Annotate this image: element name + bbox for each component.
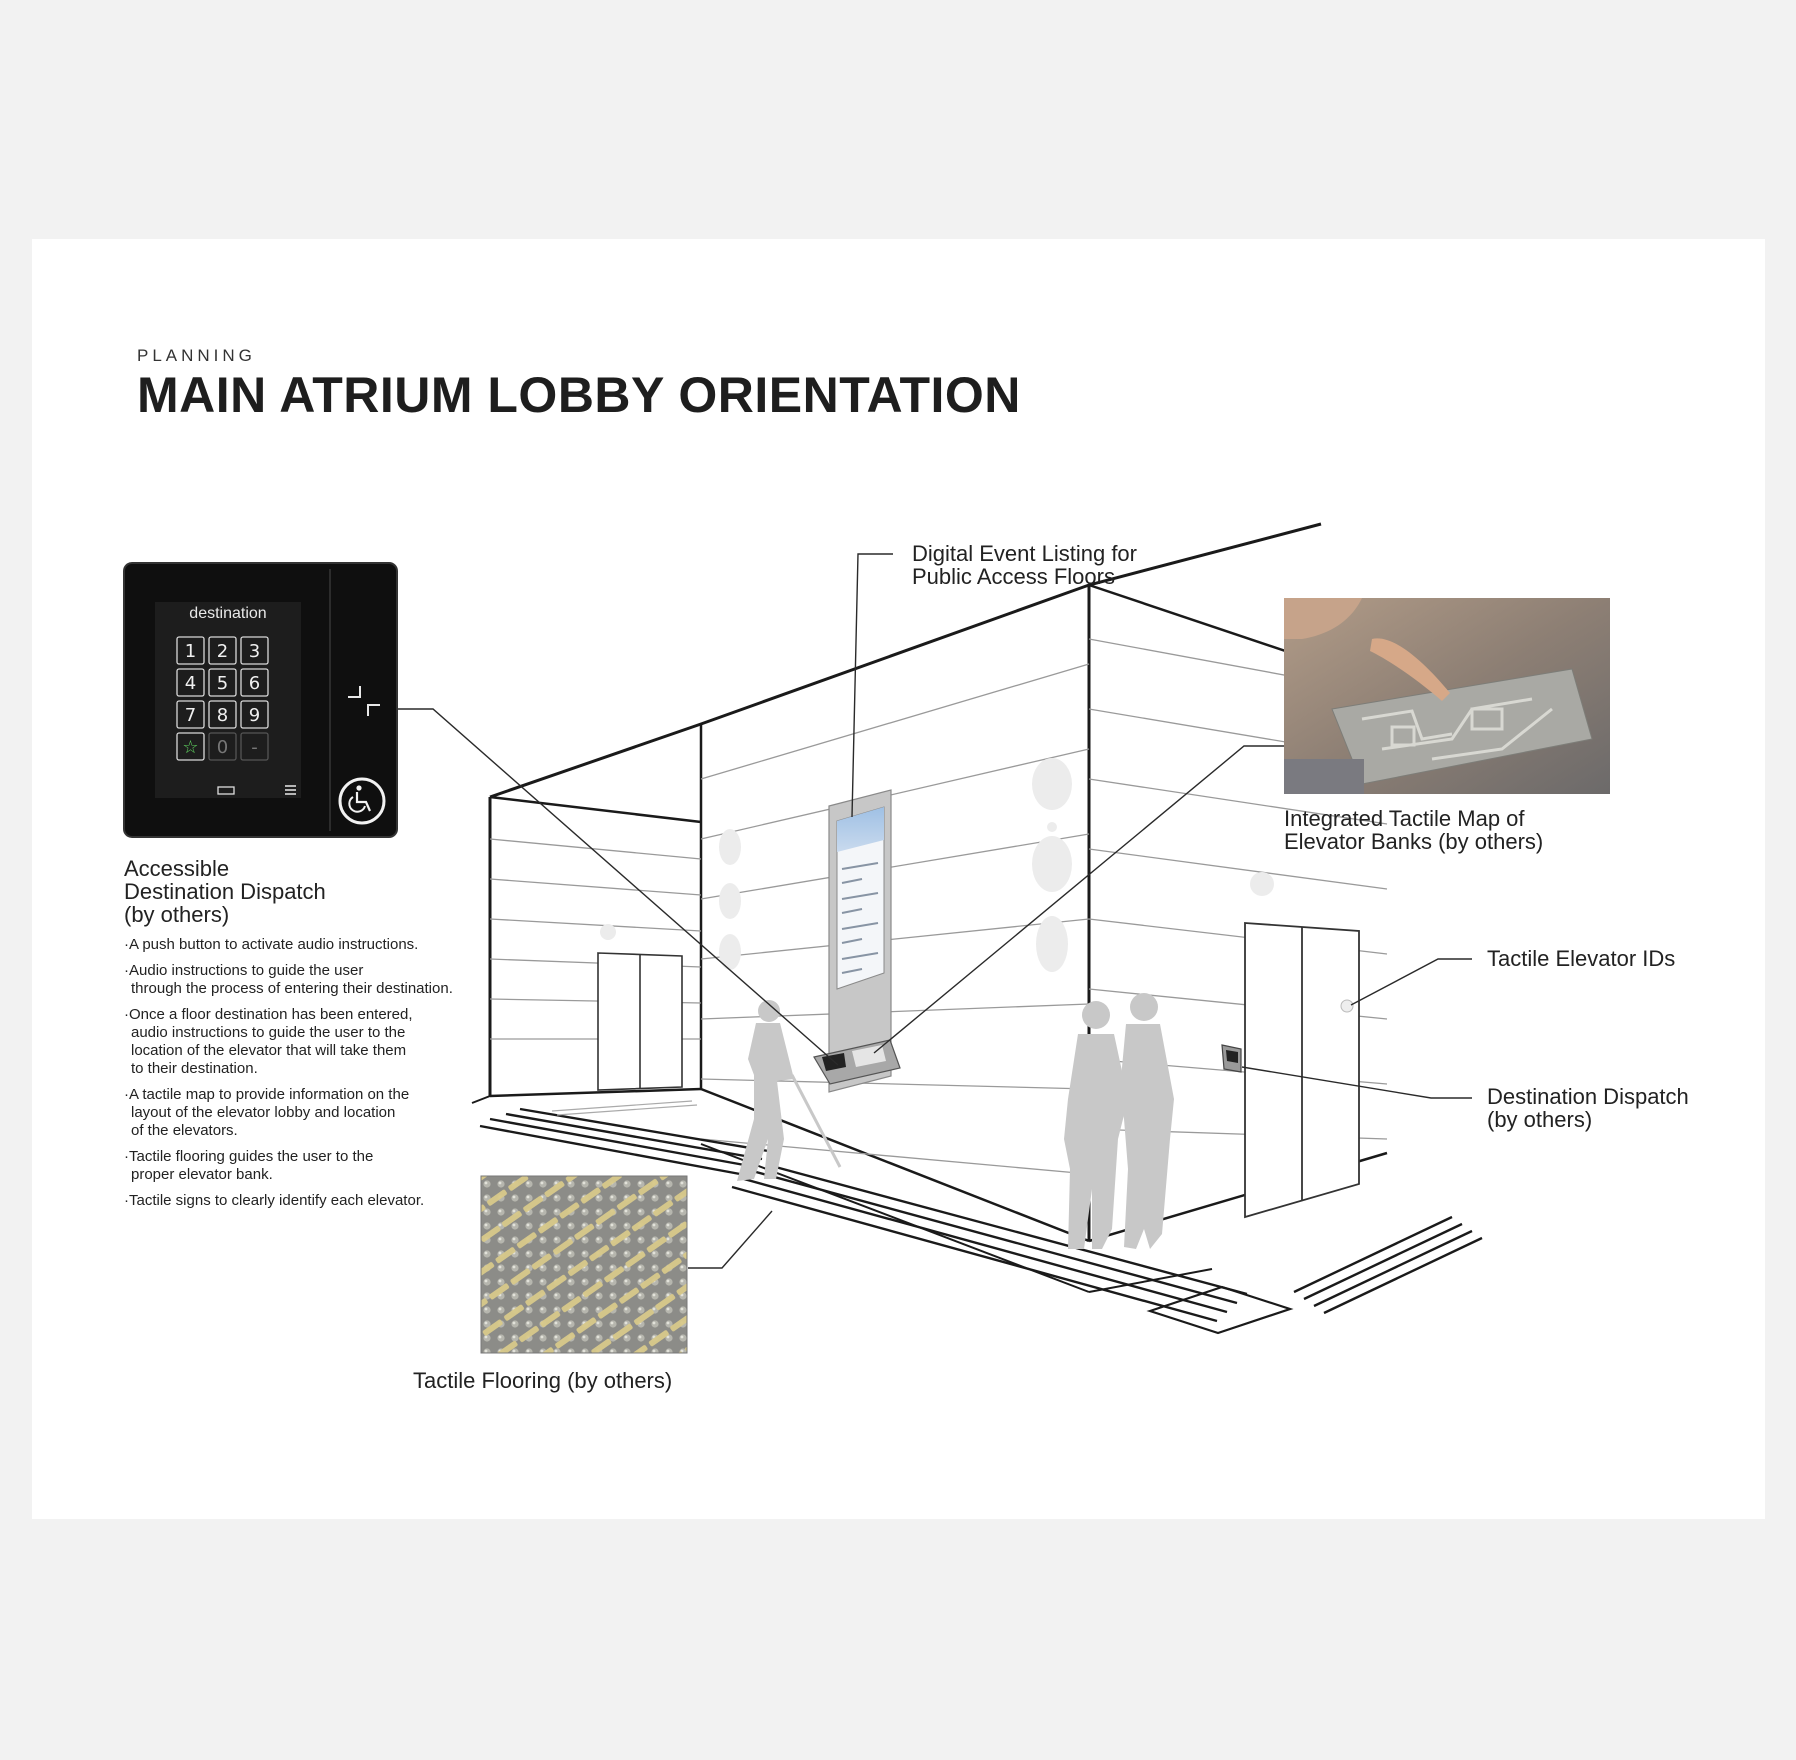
keypad-key: 4 [184, 673, 197, 694]
keypad-key: 1 [184, 641, 197, 662]
elevator-left [598, 953, 682, 1090]
destination-keypad [124, 563, 397, 837]
keypad-key: - [251, 737, 258, 758]
keypad-key: 7 [184, 705, 197, 726]
tactile-elevator-id-plate [1341, 1000, 1353, 1012]
walking-couple [1064, 993, 1174, 1249]
keypad-key: 5 [216, 673, 229, 694]
list-item: · Audio instructions to guide the user through the process of entering their destination. [122, 962, 522, 998]
keypad-screen-label: destination [189, 605, 267, 622]
keypad-key: 8 [216, 705, 229, 726]
callout-tactile-flooring: Tactile Flooring (by others) [413, 1368, 673, 1393]
callout-elevator-ids: Tactile Elevator IDs [1487, 946, 1676, 971]
list-item: · A tactile map to provide information on the layout of the elevator lobby and location of the elevators. [122, 1086, 522, 1140]
tactile-map-photo [1284, 598, 1610, 794]
keypad-key: 2 [216, 641, 229, 662]
section-eyebrow: PLANNING [137, 346, 256, 365]
keypad-key: 0 [216, 737, 229, 758]
callout-accessible-dispatch: Accessible Destination Dispatch (by others) [124, 856, 326, 927]
list-item: · Once a floor destination has been entered, audio instructions to guide the user to the location of the elevator that will take them to their destination. [122, 1006, 522, 1078]
keypad-key-star: ☆ [182, 737, 199, 758]
callout-dispatch-right: Destination Dispatch (by others) [1487, 1084, 1689, 1132]
keypad-key: 3 [248, 641, 261, 662]
person-with-cane [737, 1000, 840, 1181]
list-item: · Tactile flooring guides the user to the proper elevator bank. [122, 1148, 522, 1184]
keypad-key: 9 [248, 705, 261, 726]
page-title: MAIN ATRIUM LOBBY ORIENTATION [137, 367, 1021, 423]
callout-tactile-map: Integrated Tactile Map of Elevator Banks (by others) [1284, 806, 1544, 854]
feature-list [122, 936, 522, 1218]
callout-event-listing: Digital Event Listing for Public Access Floors [912, 541, 1137, 589]
list-item: · A push button to activate audio instructions. [122, 936, 522, 954]
keypad-key: 6 [248, 673, 261, 694]
event-listing-kiosk [814, 790, 900, 1092]
list-item: · Tactile signs to clearly identify each elevator. [122, 1192, 522, 1210]
right-dispatch-unit [1222, 1045, 1241, 1072]
page-sheet [32, 239, 1765, 1519]
